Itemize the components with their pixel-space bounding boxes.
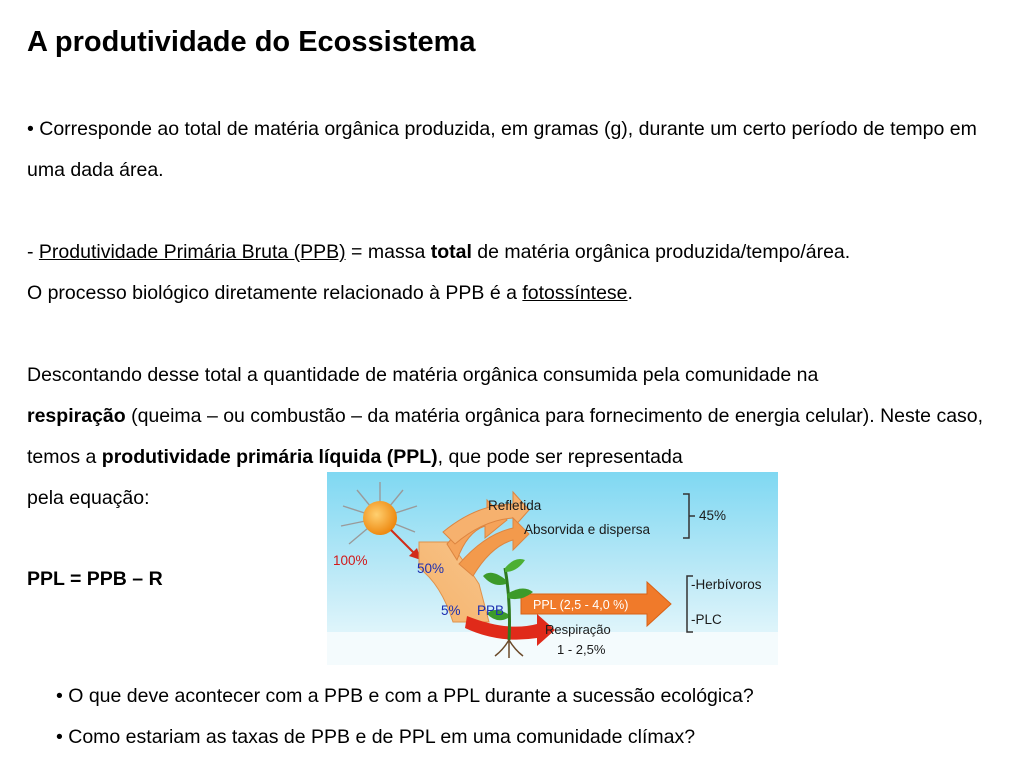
- label-herbivoros: -Herbívoros: [691, 577, 762, 592]
- label-plc: -PLC: [691, 612, 722, 627]
- ppb-paragraph: [27, 232, 1002, 273]
- energy-flow-diagram: [327, 472, 778, 665]
- ppl-line1: Descontando desse total a quantidade de matéria orgânica consumida pela comunidade na: [27, 364, 819, 386]
- label-5pct: 5%: [441, 603, 461, 618]
- respiration-bold: respiração: [27, 405, 126, 427]
- label-refletida: Refletida: [488, 498, 542, 513]
- photosynthesis-term: fotossíntese: [522, 282, 628, 304]
- question-2: • Como estariam as taxas de PPB e de PPL em uma comunidade clímax?: [56, 726, 696, 748]
- definition-paragraph: • Corresponde ao total de matéria orgânica produzida, em gramas (g), durante um certo período de tempo em uma dada área.: [27, 118, 977, 181]
- label-absorvida: Absorvida e dispersa: [524, 522, 651, 537]
- page-title: A produtividade do Ecossistema: [27, 26, 476, 58]
- equation: PPL = PPB – R: [27, 568, 163, 590]
- photosynthesis-start: O processo biológico diretamente relacionado à PPB é a: [27, 282, 523, 304]
- label-respiracao: Respiração: [545, 622, 611, 637]
- ppb-term: Produtividade Primária Bruta (PPB): [38, 241, 346, 263]
- ppb-dash: -: [27, 241, 39, 263]
- label-ppb: PPB: [477, 603, 505, 618]
- question-1: • O que deve acontecer com a PPB e com a PPL durante a sucessão ecológica?: [56, 685, 754, 707]
- photosynthesis-paragraph: [27, 273, 1002, 314]
- label-ppl: PPL (2,5 - 4,0 %): [533, 598, 629, 612]
- label-resp-pct: 1 - 2,5%: [557, 642, 606, 657]
- ppl-term-bold: produtividade primária líquida (PPL): [101, 446, 438, 468]
- label-45pct: 45%: [699, 508, 727, 523]
- ppb-mid-text: = massa: [345, 241, 431, 263]
- ppl-last-line: pela equação:: [27, 487, 150, 509]
- photosynthesis-end: .: [627, 282, 633, 304]
- ppl-end-text: , que pode ser representada: [437, 446, 683, 468]
- label-50pct: 50%: [417, 561, 445, 576]
- label-100pct: 100%: [333, 553, 368, 568]
- ppl-mid-text: (queima – ou combustão – da matéria orgânica para fornecimento de energia celular). Neste caso, temos a: [27, 405, 984, 468]
- ppb-end-text: de matéria orgânica produzida/tempo/área.: [471, 241, 851, 263]
- ppb-total-bold: total: [430, 241, 472, 263]
